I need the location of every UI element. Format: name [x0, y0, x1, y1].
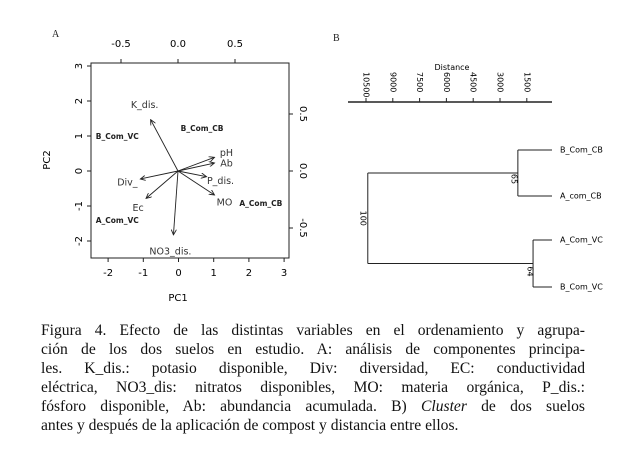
y-tick-label: -2 [74, 236, 85, 246]
x-tick-label: 3 [280, 268, 288, 279]
sample-label: B_Com_VC [95, 132, 139, 142]
distance-tick-label: 10500 [361, 72, 371, 98]
figure-caption [41, 321, 585, 435]
distance-tick-label: 4500 [468, 72, 478, 93]
loading-arrow [151, 120, 178, 171]
loading-label: pH [219, 147, 234, 159]
x-tick-label: 0 [175, 268, 182, 279]
right-tick-label: -0.5 [297, 218, 308, 238]
y-axis-label: PC2 [42, 150, 53, 170]
loading-label: P_dis. [206, 176, 235, 188]
loading-label: NO3_dis. [149, 246, 192, 258]
loading-arrow [173, 171, 178, 235]
loading-label: Ec [132, 202, 144, 214]
y-tick-label: 0 [74, 167, 85, 175]
sample-label: B_Com_CB [180, 124, 224, 133]
sample-label: A_Com_VC [95, 216, 139, 226]
leaf-label: A_Com_VC [560, 235, 603, 245]
top-tick-label: 0.5 [227, 39, 243, 50]
bootstrap-support: 64 [525, 266, 535, 277]
right-tick-label: 0.5 [297, 106, 308, 122]
plot-frame [91, 63, 289, 258]
y-tick-label: 2 [74, 97, 85, 105]
distance-tick-label: 9000 [388, 72, 398, 93]
bootstrap-support: 100 [358, 210, 368, 226]
leaf-label: B_Com_CB [560, 145, 603, 155]
distance-tick-label: 6000 [441, 72, 451, 93]
distance-tick-label: 1500 [522, 72, 532, 93]
caption-line: antes y después de la aplicación de compost y distancia entre ellos. [41, 417, 459, 434]
caption-line [41, 397, 585, 416]
caption-italic-term: Cluster [420, 398, 467, 415]
x-tick-label: 2 [245, 268, 253, 279]
caption-text: fósforo disponible, Ab: abundancia acumulada. B) [41, 398, 421, 415]
top-tick-label: -0.5 [111, 39, 131, 50]
caption-line: eléctrica, NO3_dis: nitratos disponibles, MO: materia orgánica, P_dis.: [41, 379, 585, 396]
distance-tick-label: 7500 [415, 72, 425, 93]
caption-line: ción de los dos suelos en estudio. A: análisis de componentes principa- [41, 341, 585, 358]
x-tick-label: 1 [210, 268, 217, 279]
distance-tick-label: 3000 [495, 72, 505, 93]
caption-line: Figura 4. Efecto de las distintas variables en el ordenamiento y agrupa- [41, 322, 585, 339]
leaf-label: B_Com_VC [560, 282, 603, 292]
loading-label: MO [216, 197, 233, 209]
y-tick-label: -1 [74, 201, 85, 211]
x-tick-label: -1 [138, 268, 149, 279]
right-tick-label: 0.0 [297, 163, 308, 179]
loading-arrow [140, 171, 178, 179]
panel-label-a: A [52, 29, 60, 40]
panel-label-b: B [333, 33, 340, 44]
leaf-label: A_com_CB [560, 191, 602, 201]
bootstrap-support: 65 [509, 173, 519, 185]
loading-label: Ab [220, 158, 233, 170]
sample-label: A_Com_CB [239, 198, 283, 208]
loading-arrow [146, 171, 178, 198]
top-tick-label: 0.0 [170, 39, 186, 50]
caption-text: de dos suelos [466, 398, 586, 415]
distance-axis-label: Distance [434, 63, 470, 72]
loading-label: Div_ [117, 177, 138, 189]
caption-line: les. K_dis.: potasio disponible, Div: diversidad, EC: conductividad [41, 360, 585, 377]
x-tick-label: -2 [103, 268, 114, 279]
loading-label: K_dis. [130, 100, 159, 112]
y-tick-label: 3 [74, 62, 85, 70]
y-tick-label: 1 [74, 132, 85, 140]
x-axis-label: PC1 [168, 293, 188, 304]
